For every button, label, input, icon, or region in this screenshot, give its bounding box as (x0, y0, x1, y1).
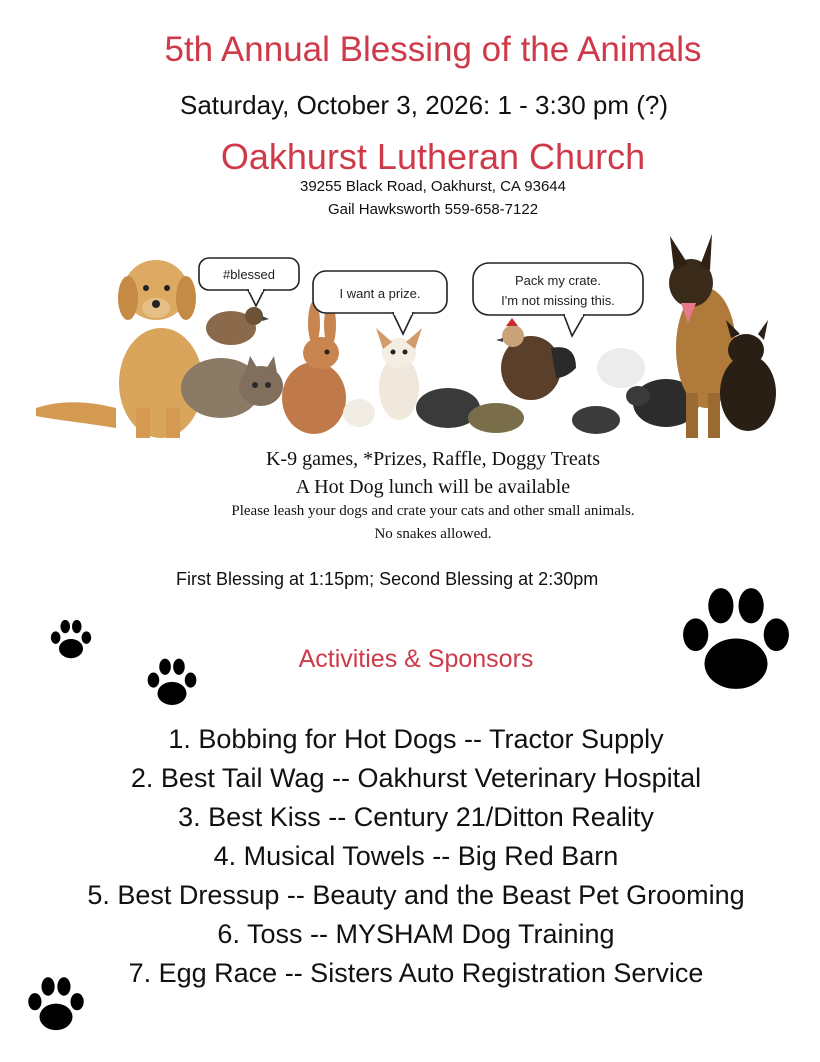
bird-icon (206, 307, 269, 345)
blessing-schedule: First Blessing at 1:15pm; Second Blessing at 2:30pm (176, 569, 599, 589)
animals-illustration (36, 228, 780, 446)
bubble-prize-text: I want a prize. (339, 286, 421, 301)
guinea-pig-icon (572, 406, 620, 434)
event-datetime: Saturday, October 3, 2026: 1 - 3:30 pm (?) (180, 90, 668, 120)
rooster-icon (496, 318, 576, 400)
activity-item: 3. Best Kiss -- Century 21/Ditton Reality (178, 802, 654, 832)
paw-print-icon (673, 576, 799, 706)
chick-icon (343, 399, 375, 427)
church-address: 39255 Black Road, Oakhurst, CA 93644 (299, 178, 566, 195)
event-title: 5th Annual Blessing of the Animals (164, 30, 702, 69)
activity-item: 5. Best Dressup -- Beauty and the Beast Pet Grooming (87, 880, 745, 910)
speech-bubble-crate (473, 263, 643, 336)
rabbit-icon (282, 301, 346, 434)
activity-item: 4. Musical Towels -- Big Red Barn (213, 841, 619, 871)
church-name: Oakhurst Lutheran Church (220, 136, 646, 177)
tortoise-icon (468, 403, 524, 433)
small-dog-icon (376, 328, 422, 420)
white-cat-icon (597, 348, 645, 388)
cat-icon (181, 356, 283, 418)
dog-icon (36, 260, 203, 438)
detail-snakes-note: No snakes allowed. (374, 526, 492, 542)
bubble-blessed-text: #blessed (222, 267, 276, 282)
activity-item: 1. Bobbing for Hot Dogs -- Tractor Supply (168, 724, 664, 754)
speech-bubble-blessed (199, 258, 299, 306)
bubble-crate-line2: I'm not missing this. (501, 293, 615, 308)
activity-item: 6. Toss -- MYSHAM Dog Training (217, 919, 615, 949)
activity-item: 7. Egg Race -- Sisters Auto Registration Service (128, 958, 704, 988)
activities-heading: Activities & Sponsors (298, 645, 534, 673)
contact-info: Gail Hawksworth 559-658-7122 (327, 201, 539, 218)
detail-lunch: A Hot Dog lunch will be available (295, 476, 571, 498)
detail-games: K-9 games, *Prizes, Raffle, Doggy Treats (265, 448, 601, 470)
detail-leash-note: Please leash your dogs and crate your cats and other small animals. (231, 503, 635, 519)
activity-item: 2. Best Tail Wag -- Oakhurst Veterinary Hospital (130, 763, 702, 793)
bubble-crate-line1: Pack my crate. (515, 273, 601, 288)
